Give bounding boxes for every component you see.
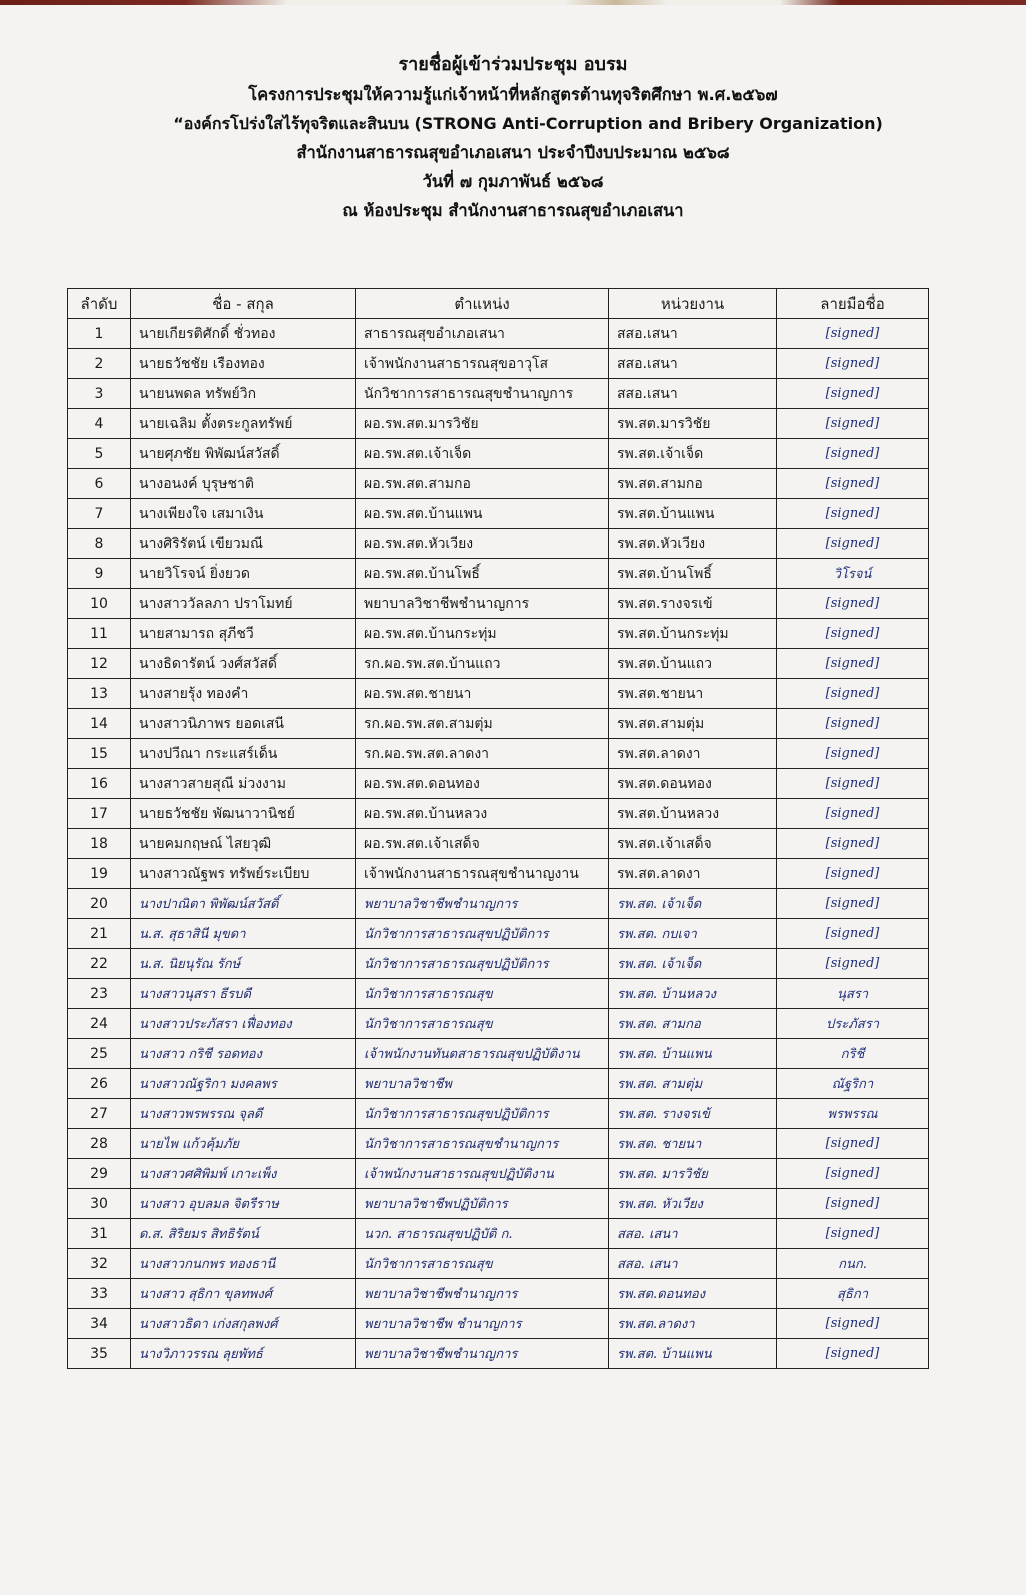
attendee-position: นักวิชาการสาธารณสุขปฏิบัติการ bbox=[356, 949, 609, 979]
row-number: 3 bbox=[68, 379, 131, 409]
row-number: 17 bbox=[68, 799, 131, 829]
attendee-position: พยาบาลวิชาชีพ ชำนาญการ bbox=[356, 1309, 609, 1339]
attendee-position: พยาบาลวิชาชีพชำนาญการ bbox=[356, 1279, 609, 1309]
row-number: 23 bbox=[68, 979, 131, 1009]
attendee-position: นักวิชาการสาธารณสุขชำนาญการ bbox=[356, 1129, 609, 1159]
attendee-signature: [signed] bbox=[777, 649, 929, 679]
attendee-name: นางสาวธิดา เก่งสกุลพงศ์ bbox=[131, 1309, 356, 1339]
attendee-signature: วิโรจน์ bbox=[777, 559, 929, 589]
attendee-unit: สสอ.เสนา bbox=[609, 379, 777, 409]
attendee-signature: กริชี bbox=[777, 1039, 929, 1069]
attendee-name: นางสายรุ้ง ทองคำ bbox=[131, 679, 356, 709]
attendee-name: นางสาว สุธิกา ขุลทพงศ์ bbox=[131, 1279, 356, 1309]
row-number: 29 bbox=[68, 1159, 131, 1189]
row-number: 9 bbox=[68, 559, 131, 589]
attendee-unit: รพ.สต.ดอนทอง bbox=[609, 769, 777, 799]
table-row bbox=[68, 559, 929, 589]
attendee-signature: [signed] bbox=[777, 739, 929, 769]
attendee-signature: [signed] bbox=[777, 799, 929, 829]
attendee-signature: [signed] bbox=[777, 1219, 929, 1249]
attendee-signature: [signed] bbox=[777, 589, 929, 619]
row-number: 6 bbox=[68, 469, 131, 499]
attendee-unit: สสอ.เสนา bbox=[609, 349, 777, 379]
attendee-name: นางสาวสายสุณี ม่วงงาม bbox=[131, 769, 356, 799]
table-row bbox=[68, 469, 929, 499]
attendee-name: นางอนงค์ บุรุษชาติ bbox=[131, 469, 356, 499]
table-row bbox=[68, 1069, 929, 1099]
attendee-signature: [signed] bbox=[777, 829, 929, 859]
attendee-name: น.ส. สุธาสินี มุขดา bbox=[131, 919, 356, 949]
attendee-signature: [signed] bbox=[777, 889, 929, 919]
attendee-name: นายธวัชชัย เรืองทอง bbox=[131, 349, 356, 379]
row-number: 30 bbox=[68, 1189, 131, 1219]
attendee-unit: รพ.สต. กบเจา bbox=[609, 919, 777, 949]
row-number: 26 bbox=[68, 1069, 131, 1099]
row-number: 18 bbox=[68, 829, 131, 859]
attendee-name: นางปวีณา กระแสร์เด็น bbox=[131, 739, 356, 769]
table-row bbox=[68, 679, 929, 709]
attendee-position: พยาบาลวิชาชีพชำนาญการ bbox=[356, 589, 609, 619]
attendee-unit: รพ.สต.ลาดงา bbox=[609, 739, 777, 769]
table-row bbox=[68, 379, 929, 409]
attendee-unit: รพ.สต.บ้านหลวง bbox=[609, 799, 777, 829]
project-subtitle: “องค์กรโปร่งใสไร้ทุจริตและสินบน (STRONG Anti-Corruption and Bribery Organization) bbox=[173, 114, 883, 133]
attendee-signature: [signed] bbox=[777, 859, 929, 889]
attendee-position: นักวิชาการสาธารณสุข bbox=[356, 1009, 609, 1039]
table-body bbox=[68, 319, 929, 1369]
row-number: 19 bbox=[68, 859, 131, 889]
organizer-line: สำนักงานสาธารณสุขอำเภอเสนา ประจำปีงบประมาณ ๒๕๖๘ bbox=[296, 143, 730, 162]
attendee-position: นักวิชาการสาธารณสุขชำนาญการ bbox=[356, 379, 609, 409]
attendee-position: พยาบาลวิชาชีพชำนาญการ bbox=[356, 889, 609, 919]
header-signature: ลายมือชื่อ bbox=[777, 289, 929, 319]
attendee-unit: รพ.สต.รางจรเข้ bbox=[609, 589, 777, 619]
attendee-name: นางสาว กริชี รอดทอง bbox=[131, 1039, 356, 1069]
table-row bbox=[68, 1009, 929, 1039]
attendee-name: นางสาวประภัสรา เฟื่องทอง bbox=[131, 1009, 356, 1039]
attendee-signature: [signed] bbox=[777, 1339, 929, 1369]
attendee-unit: รพ.สต. เจ้าเจ็ด bbox=[609, 949, 777, 979]
table-row bbox=[68, 1129, 929, 1159]
attendee-signature: สุธิกา bbox=[777, 1279, 929, 1309]
attendee-position: ผอ.รพ.สต.เจ้าเสด็จ bbox=[356, 829, 609, 859]
attendee-unit: รพ.สต. รางจรเข้ bbox=[609, 1099, 777, 1129]
row-number: 15 bbox=[68, 739, 131, 769]
table-row bbox=[68, 919, 929, 949]
attendee-position: ผอ.รพ.สต.บ้านกระทุ่ม bbox=[356, 619, 609, 649]
attendee-unit: รพ.สต.บ้านแถว bbox=[609, 649, 777, 679]
attendee-signature: [signed] bbox=[777, 529, 929, 559]
attendee-signature: [signed] bbox=[777, 469, 929, 499]
table-row bbox=[68, 1309, 929, 1339]
attendee-signature: [signed] bbox=[777, 679, 929, 709]
attendee-signature: นุสรา bbox=[777, 979, 929, 1009]
attendee-name: นางปาณิตา พิพัฒน์สวัสดิ์ bbox=[131, 889, 356, 919]
row-number: 10 bbox=[68, 589, 131, 619]
table-row bbox=[68, 349, 929, 379]
attendee-unit: สสอ. เสนา bbox=[609, 1249, 777, 1279]
table-row bbox=[68, 409, 929, 439]
attendee-unit: รพ.สต. บ้านแพน bbox=[609, 1039, 777, 1069]
attendee-name: นายศุภชัย พิพัฒน์สวัสดิ์ bbox=[131, 439, 356, 469]
attendee-signature: [signed] bbox=[777, 919, 929, 949]
attendee-position: นักวิชาการสาธารณสุข bbox=[356, 979, 609, 1009]
attendee-name: นางสาววัลลภา ปราโมทย์ bbox=[131, 589, 356, 619]
table-row bbox=[68, 1249, 929, 1279]
table-row bbox=[68, 769, 929, 799]
attendee-position: พยาบาลวิชาชีพ bbox=[356, 1069, 609, 1099]
row-number: 32 bbox=[68, 1249, 131, 1279]
attendee-name: นายนพดล ทรัพย์วิก bbox=[131, 379, 356, 409]
attendee-unit: รพ.สต. สามตุ่ม bbox=[609, 1069, 777, 1099]
attendee-unit: รพ.สต.บ้านโพธิ์ bbox=[609, 559, 777, 589]
table-row bbox=[68, 1279, 929, 1309]
row-number: 5 bbox=[68, 439, 131, 469]
attendee-name: นายเฉลิม ตั้งตระกูลทรัพย์ bbox=[131, 409, 356, 439]
attendee-position: เจ้าพนักงานสาธารณสุขชำนาญงาน bbox=[356, 859, 609, 889]
attendee-unit: รพ.สต.มารวิชัย bbox=[609, 409, 777, 439]
attendee-unit: สสอ. เสนา bbox=[609, 1219, 777, 1249]
attendee-name: นางสาวกนกพร ทองธานี bbox=[131, 1249, 356, 1279]
attendee-position: นักวิชาการสาธารณสุขปฏิบัติการ bbox=[356, 1099, 609, 1129]
attendee-signature: [signed] bbox=[777, 769, 929, 799]
header-unit: หน่วยงาน bbox=[609, 289, 777, 319]
attendee-name: นางศิริรัตน์ เขียวมณี bbox=[131, 529, 356, 559]
attendee-position: ผอ.รพ.สต.ชายนา bbox=[356, 679, 609, 709]
attendee-signature: [signed] bbox=[777, 619, 929, 649]
attendee-name: นายเกียรติศักดิ์ ชั่วทอง bbox=[131, 319, 356, 349]
attendee-unit: สสอ.เสนา bbox=[609, 319, 777, 349]
attendee-name: นางวิภาวรรณ ลุยพัทธ์ bbox=[131, 1339, 356, 1369]
document-title: รายชื่อผู้เข้าร่วมประชุม อบรม bbox=[398, 54, 628, 75]
header-position: ตำแหน่ง bbox=[356, 289, 609, 319]
attendee-signature: ณัฐริกา bbox=[777, 1069, 929, 1099]
table-row bbox=[68, 739, 929, 769]
attendee-name: นางสาวศศิพิมพ์ เกาะเพ็ง bbox=[131, 1159, 356, 1189]
attendee-signature: [signed] bbox=[777, 499, 929, 529]
table-row bbox=[68, 439, 929, 469]
attendee-name: น.ส. นิยนุรัณ รักษ์ bbox=[131, 949, 356, 979]
row-number: 7 bbox=[68, 499, 131, 529]
table-header-row bbox=[68, 289, 929, 319]
row-number: 2 bbox=[68, 349, 131, 379]
table-row bbox=[68, 829, 929, 859]
date-line: วันที่ ๗ กุมภาพันธ์ ๒๕๖๘ bbox=[422, 172, 604, 191]
table-row bbox=[68, 1159, 929, 1189]
row-number: 12 bbox=[68, 649, 131, 679]
row-number: 8 bbox=[68, 529, 131, 559]
attendee-position: เจ้าพนักงานสาธารณสุขอาวุโส bbox=[356, 349, 609, 379]
row-number: 34 bbox=[68, 1309, 131, 1339]
attendee-name: นางสาวนุสรา ธีรบดี bbox=[131, 979, 356, 1009]
table-row bbox=[68, 619, 929, 649]
attendee-name: นางเพียงใจ เสมาเงิน bbox=[131, 499, 356, 529]
row-number: 21 bbox=[68, 919, 131, 949]
table-row bbox=[68, 1219, 929, 1249]
attendee-unit: รพ.สต.สามตุ่ม bbox=[609, 709, 777, 739]
attendee-unit: รพ.สต. สามกอ bbox=[609, 1009, 777, 1039]
attendee-position: เจ้าพนักงานสาธารณสุขปฏิบัติงาน bbox=[356, 1159, 609, 1189]
table-row bbox=[68, 889, 929, 919]
row-number: 28 bbox=[68, 1129, 131, 1159]
attendee-position: ผอ.รพ.สต.บ้านโพธิ์ bbox=[356, 559, 609, 589]
attendee-unit: รพ.สต.ดอนทอง bbox=[609, 1279, 777, 1309]
attendee-name: นางสาวณัฐพร ทรัพย์ระเบียบ bbox=[131, 859, 356, 889]
attendee-unit: รพ.สต. บ้านแพน bbox=[609, 1339, 777, 1369]
table-row bbox=[68, 709, 929, 739]
table-row bbox=[68, 859, 929, 889]
table-row bbox=[68, 949, 929, 979]
row-number: 1 bbox=[68, 319, 131, 349]
attendee-name: นางสาวนิภาพร ยอดเสนี bbox=[131, 709, 356, 739]
attendee-name: ด.ส. สิริยมร สิทธิรัตน์ bbox=[131, 1219, 356, 1249]
attendee-position: นักวิชาการสาธารณสุข bbox=[356, 1249, 609, 1279]
attendee-position: เจ้าพนักงานทันตสาธารณสุขปฏิบัติงาน bbox=[356, 1039, 609, 1069]
table-row bbox=[68, 499, 929, 529]
row-number: 11 bbox=[68, 619, 131, 649]
row-number: 33 bbox=[68, 1279, 131, 1309]
row-number: 22 bbox=[68, 949, 131, 979]
attendee-name: นายวิโรจน์ ยิ่งยวด bbox=[131, 559, 356, 589]
attendee-unit: รพ.สต. เจ้าเจ็ด bbox=[609, 889, 777, 919]
attendee-signature: [signed] bbox=[777, 1129, 929, 1159]
row-number: 14 bbox=[68, 709, 131, 739]
attendee-position: ผอ.รพ.สต.ดอนทอง bbox=[356, 769, 609, 799]
attendee-name: นางสาวพรพรรณ จุลดี bbox=[131, 1099, 356, 1129]
attendee-signature: [signed] bbox=[777, 349, 929, 379]
header-no: ลำดับ bbox=[68, 289, 131, 319]
attendee-unit: รพ.สต.เจ้าเสด็จ bbox=[609, 829, 777, 859]
attendee-position: ผอ.รพ.สต.หัวเวียง bbox=[356, 529, 609, 559]
attendee-unit: รพ.สต.บ้านกระทุ่ม bbox=[609, 619, 777, 649]
table-row bbox=[68, 319, 929, 349]
attendee-name: นายไพ แก้วคุ้มภัย bbox=[131, 1129, 356, 1159]
attendee-name: นางธิดารัตน์ วงศ์สวัสดิ์ bbox=[131, 649, 356, 679]
row-number: 27 bbox=[68, 1099, 131, 1129]
table-row bbox=[68, 1189, 929, 1219]
row-number: 25 bbox=[68, 1039, 131, 1069]
attendee-signature: [signed] bbox=[777, 379, 929, 409]
attendee-name: นางสาวณัฐริกา มงคลพร bbox=[131, 1069, 356, 1099]
table-row bbox=[68, 1339, 929, 1369]
attendee-position: สาธารณสุขอำเภอเสนา bbox=[356, 319, 609, 349]
attendee-unit: รพ.สต.ลาดงา bbox=[609, 859, 777, 889]
table-row bbox=[68, 979, 929, 1009]
attendee-unit: รพ.สต.บ้านแพน bbox=[609, 499, 777, 529]
attendee-unit: รพ.สต.สามกอ bbox=[609, 469, 777, 499]
attendee-signature: ประภัสรา bbox=[777, 1009, 929, 1039]
attendee-signature: [signed] bbox=[777, 949, 929, 979]
row-number: 13 bbox=[68, 679, 131, 709]
table-row bbox=[68, 799, 929, 829]
attendee-position: รก.ผอ.รพ.สต.บ้านแถว bbox=[356, 649, 609, 679]
attendee-position: รก.ผอ.รพ.สต.ลาดงา bbox=[356, 739, 609, 769]
row-number: 20 bbox=[68, 889, 131, 919]
attendee-signature: [signed] bbox=[777, 709, 929, 739]
attendee-signature: [signed] bbox=[777, 1159, 929, 1189]
attendee-name: นายธวัชชัย พัฒนาวานิชย์ bbox=[131, 799, 356, 829]
attendee-unit: รพ.สต.เจ้าเจ็ด bbox=[609, 439, 777, 469]
row-number: 16 bbox=[68, 769, 131, 799]
attendee-position: ผอ.รพ.สต.เจ้าเจ็ด bbox=[356, 439, 609, 469]
table-row bbox=[68, 649, 929, 679]
attendee-signature: [signed] bbox=[777, 1189, 929, 1219]
document-header bbox=[0, 50, 1026, 225]
header-name: ชื่อ - สกุล bbox=[131, 289, 356, 319]
row-number: 4 bbox=[68, 409, 131, 439]
attendee-position: นวก. สาธารณสุขปฏิบัติ ก. bbox=[356, 1219, 609, 1249]
row-number: 31 bbox=[68, 1219, 131, 1249]
attendee-unit: รพ.สต.หัวเวียง bbox=[609, 529, 777, 559]
attendee-signature: [signed] bbox=[777, 409, 929, 439]
attendee-position: นักวิชาการสาธารณสุขปฏิบัติการ bbox=[356, 919, 609, 949]
attendee-position: รก.ผอ.รพ.สต.สามตุ่ม bbox=[356, 709, 609, 739]
attendee-position: ผอ.รพ.สต.มารวิชัย bbox=[356, 409, 609, 439]
attendee-name: นายคมกฤษณ์ ไสยวุฒิ bbox=[131, 829, 356, 859]
attendee-unit: รพ.สต. หัวเวียง bbox=[609, 1189, 777, 1219]
table-row bbox=[68, 1099, 929, 1129]
project-title: โครงการประชุมให้ความรู้แก่เจ้าหน้าที่หลักสูตรต้านทุจริตศึกษา พ.ศ.๒๕๖๗ bbox=[248, 85, 778, 104]
attendee-unit: รพ.สต. บ้านหลวง bbox=[609, 979, 777, 1009]
attendee-position: พยาบาลวิชาชีพปฏิบัติการ bbox=[356, 1189, 609, 1219]
attendee-position: ผอ.รพ.สต.สามกอ bbox=[356, 469, 609, 499]
attendee-name: นางสาว อุบลมล จิตรีราษ bbox=[131, 1189, 356, 1219]
attendee-unit: รพ.สต.ชายนา bbox=[609, 679, 777, 709]
attendee-unit: รพ.สต.ลาดงา bbox=[609, 1309, 777, 1339]
attendee-position: พยาบาลวิชาชีพชำนาญการ bbox=[356, 1339, 609, 1369]
attendee-signature: [signed] bbox=[777, 319, 929, 349]
table-row bbox=[68, 1039, 929, 1069]
attendee-unit: รพ.สต. มารวิชัย bbox=[609, 1159, 777, 1189]
attendee-unit: รพ.สต. ชายนา bbox=[609, 1129, 777, 1159]
attendee-position: ผอ.รพ.สต.บ้านหลวง bbox=[356, 799, 609, 829]
attendee-signature: [signed] bbox=[777, 1309, 929, 1339]
attendee-position: ผอ.รพ.สต.บ้านแพน bbox=[356, 499, 609, 529]
table-row bbox=[68, 589, 929, 619]
row-number: 35 bbox=[68, 1339, 131, 1369]
attendee-signature: กนก. bbox=[777, 1249, 929, 1279]
row-number: 24 bbox=[68, 1009, 131, 1039]
attendee-name: นายสามารถ สุภีชวี bbox=[131, 619, 356, 649]
attendee-signature: พรพรรณ bbox=[777, 1099, 929, 1129]
table-row bbox=[68, 529, 929, 559]
attendance-table bbox=[67, 288, 929, 1369]
page-top-edge bbox=[0, 0, 1026, 5]
attendee-signature: [signed] bbox=[777, 439, 929, 469]
venue-line: ณ ห้องประชุม สำนักงานสาธารณสุขอำเภอเสนา bbox=[342, 201, 684, 220]
